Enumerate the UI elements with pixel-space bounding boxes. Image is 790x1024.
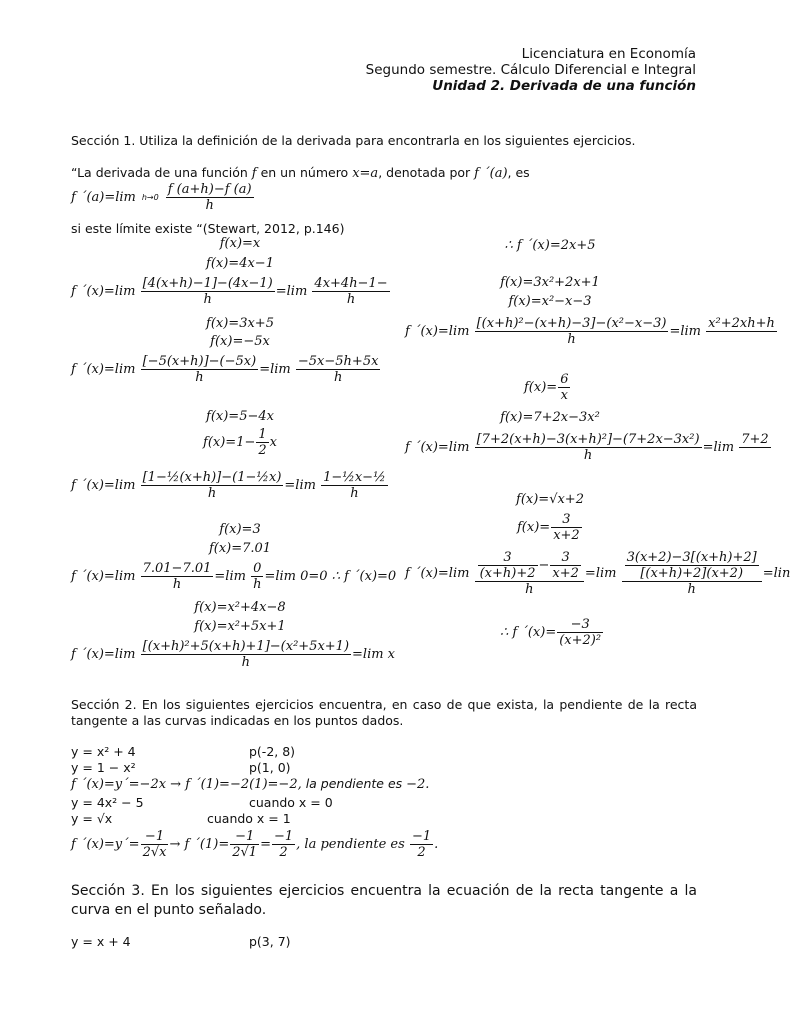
derivation-x2+5x+1: f ´(x)=lim $\frac{\text{[(x+h)²+5(x+h)+1]−(x²+5x+1)}}{h}$ =lim x [71, 639, 396, 670]
exercise-fx-x2+5x+1: f(x)=x²+5x+1 [194, 619, 286, 634]
s2-row3-eq: y = 4x² − 5 [71, 795, 144, 810]
exercise-fx-6-over-x: f(x)= $\frac{6}{x}$ [524, 372, 569, 403]
exercise-fx-x2-x-3: f(x)=x²−x−3 [508, 294, 592, 309]
derivation-4x-1: f ´(x)=lim $\frac{[4(x+h)-1]-(4x-1)}{h}$ =lim $\frac{4x+4h-1-}{h}$ [71, 276, 388, 307]
s2-solution-2: f ´(x)=y´= $\frac{-1}{2√x}$ → f ´(1)= $\frac{-1}{2√1}$ = $\frac{-1}{2}$ , la pendiente es $\frac{-1}{2}$ . [71, 829, 439, 860]
exercise-fx-4x-1: f(x)=4x−1 [206, 256, 274, 271]
exercise-fx-neg5x: f(x)=−5x [210, 334, 270, 349]
s2-row4-eq: y = √x [71, 811, 113, 826]
exercise-fx-3: f(x)=3 [219, 522, 261, 537]
derivation-3-over-x+2: f ´(x)=lim $\frac{3}{(x+h)+2}$ − $\frac{3}{x+2}$ h =lim $\frac{\frac{3(x+2)-3[(x+h)+2]}{[(x+h)+2](x+2)}}{h}$ =lin [405, 550, 790, 597]
derivation-x2-x-3: f ´(x)=lim $\frac{\text{[(x+h)²−(x+h)−3]−(x²−x−3)}}{h}$ =lim x²+2xh+h [405, 316, 775, 347]
s3-row1-point: p(3, 7) [249, 934, 291, 949]
derivation-7.01: f ´(x)=lim $\frac{7.01-7.01}{h}$ =lim $\frac{0}{h}$ =lim 0=0 ∴ f ´(x)=0 [71, 561, 397, 592]
exercise-fx-3x+5: f(x)=3x+5 [206, 316, 274, 331]
s2-row1-eq: y = x² + 4 [71, 744, 136, 759]
exercise-fx-sqrt-x+2: f(x)=√x+2 [516, 492, 584, 507]
s2-row4-cond: cuando x = 1 [207, 811, 291, 826]
exercise-fx-7.01: f(x)=7.01 [208, 541, 272, 556]
section2-title: Sección 2. En los siguientes ejercicios encuentra, en caso de que exista, la pendiente de la recta tangente a las curvas indicadas en los puntos dados. [71, 697, 697, 728]
exercise-fx-3x2+2x+1: f(x)=3x²+2x+1 [500, 275, 600, 290]
definition-quote: “La derivada de una función f en un número x=a, denotada por f ´(a), es [71, 165, 530, 181]
section1-title: Sección 1. Utiliza la definición de la derivada para encontrarla en los siguientes ejercicios. [71, 133, 636, 148]
s2-row1-point: p(-2, 8) [249, 744, 296, 759]
s2-row3-cond: cuando x = 0 [249, 795, 333, 810]
s2-row2-eq: y = 1 − x² [71, 760, 136, 775]
s2-solution-1: f ´(x)=y´=−2x → f ´(1)=−2(1)=−2, la pendiente es −2. [71, 776, 430, 792]
s2-row2-point: p(1, 0) [249, 760, 291, 775]
exercise-fx-7+2x-3x2: f(x)=7+2x−3x² [500, 410, 600, 425]
exercise-fx-1-half-x: f(x)=1− $\frac{1}{2}$ x [203, 427, 277, 458]
exercise-fx-x: f(x)=x [219, 236, 261, 251]
derivation-neg5x: f ´(x)=lim $\frac{[-5(x+h)]-(-5x)}{h}$ =lim $\frac{-5x-5h+5x}{h}$ [71, 354, 379, 385]
stewart-citation: si este límite existe “(Stewart, 2012, p.146) [71, 221, 345, 236]
header-unit: Unidad 2. Derivada de una función [432, 78, 696, 94]
result-neg3-over-x+2-squared: ∴ f ´(x)= $\frac{-3}{\text{(x+2)²}}$ [500, 617, 602, 648]
header-course: Segundo semestre. Cálculo Diferencial e Integral [365, 62, 696, 78]
derivation-7+2x-3x2: f ´(x)=lim $\frac{\text{[7+2(x+h)−3(x+h)²]−(7+2x−3x²)}}{h}$ =lim 7+2 [405, 432, 769, 463]
document-header [366, 46, 696, 94]
result-2x+5: ∴ f ´(x)=2x+5 [504, 238, 596, 253]
exercise-fx-3-over-x+2: f(x)= $\frac{3}{x+2}$ [517, 512, 580, 543]
exercise-fx-x2+4x-8: f(x)=x²+4x−8 [194, 600, 286, 615]
s3-row1-eq: y = x + 4 [71, 934, 131, 949]
exercise-fx-5-4x: f(x)=5−4x [206, 409, 274, 424]
derivative-definition-formula: f ´(a)=lim h→0 $\frac{f (a+h)-f (a)}{h}$ [71, 182, 252, 213]
header-program: Licenciatura en Economía [521, 46, 696, 62]
section3-title: Sección 3. En los siguientes ejercicios encuentra la ecuación de la recta tangente a la curva en el punto señalado. [71, 883, 697, 918]
derivation-1-half-x: f ´(x)=lim $\frac{\text{[1−½(x+h)]−(1−½x)}}{h}$ =lim $\frac{\text{1−½x−½}}{h}$ [71, 470, 386, 501]
